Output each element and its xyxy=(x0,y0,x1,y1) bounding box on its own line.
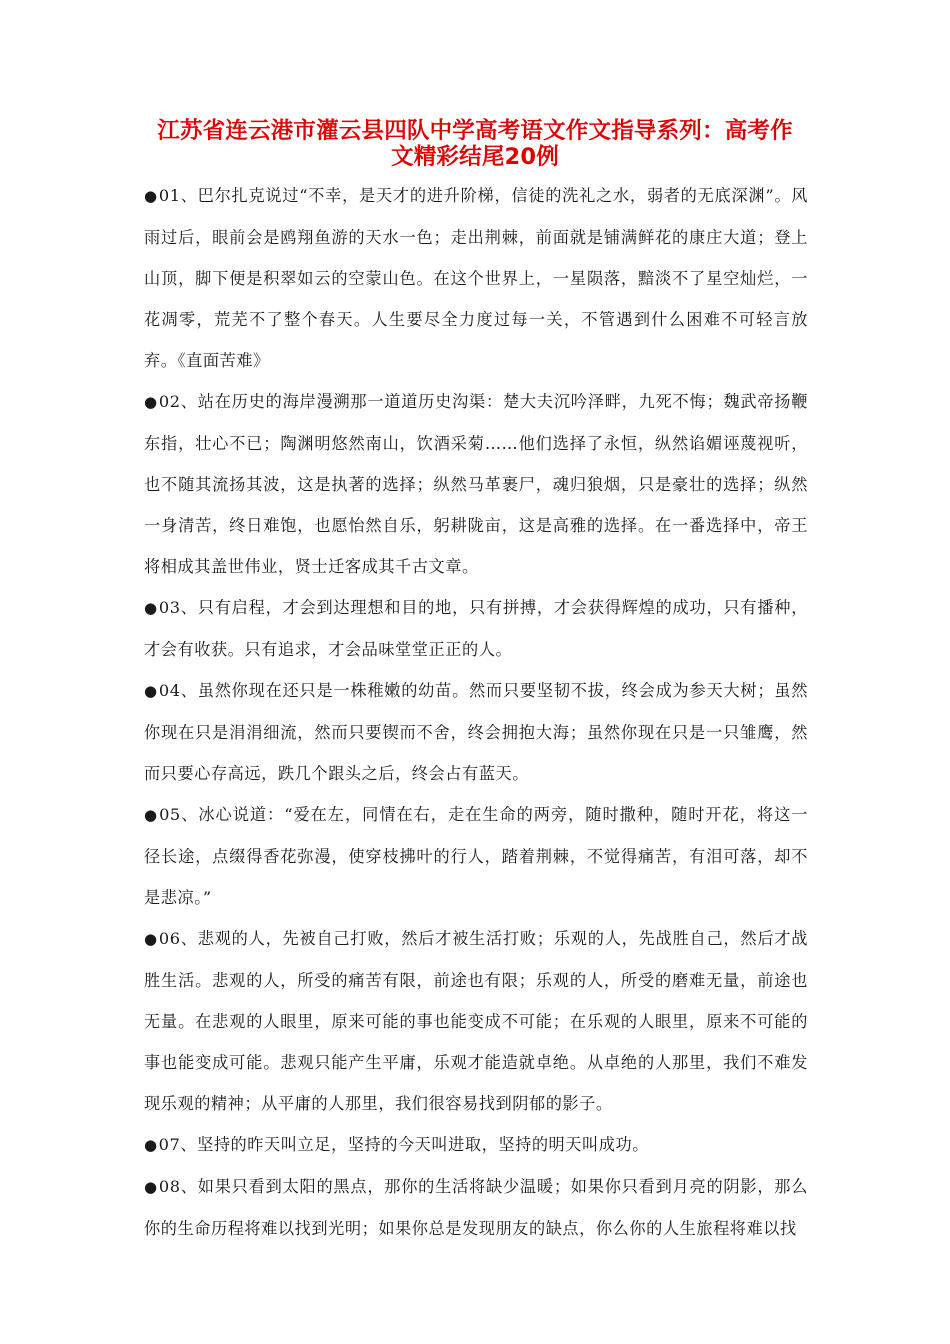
paragraph-text: 03、只有启程，才会到达理想和目的地，只有拼搏，才会获得辉煌的成功，只有播种，才会有收获。只有追求，才会品味堂堂正正的人。 xyxy=(144,598,808,659)
paragraph-02 xyxy=(144,381,808,587)
paragraph-05 xyxy=(144,794,808,918)
paragraph-07 xyxy=(144,1124,808,1166)
document-body xyxy=(144,175,808,1249)
bullet-icon: ● xyxy=(144,806,159,824)
bullet-icon: ● xyxy=(144,930,158,948)
paragraph-text: 04、虽然你现在还只是一株稚嫩的幼苗。然而只要坚韧不拔，终会成为参天大树；虽然你现在只是涓涓细流，然而只要锲而不舍，终会拥抱大海；虽然你现在只是一只雏鹰，然而只要心存高远，跌几个跟头之后，终会占有蓝天。 xyxy=(144,681,808,783)
document-title: 江苏省连云港市灌云县四队中学高考语文作文指导系列：高考作文精彩结尾20例 xyxy=(157,118,793,170)
paragraph-03 xyxy=(144,587,808,670)
bullet-icon: ● xyxy=(144,1178,158,1196)
paragraph-text: 05、冰心说道：“爱在左，同情在右，走在生命的两旁，随时撒种，随时开花，将这一径长途，点缀得香花弥漫，使穿枝拂叶的行人，踏着荆棘，不觉得痛苦，有泪可落，却不是悲凉。” xyxy=(144,805,809,907)
paragraph-01 xyxy=(144,175,808,381)
paragraph-text: 02、站在历史的海岸漫溯那一道道历史沟渠：楚大夫沉吟泽畔，九死不悔；魏武帝扬鞭东指，壮心不已；陶渊明悠然南山，饮酒采菊……他们选择了永恒，纵然谄媚诬蔑视听，也不随其流扬其波，这是执著的选择；纵然马革裹尸，魂归狼烟，只是豪壮的选择；纵然一身清苦，终日难饱，也愿怡然自乐，躬耕陇亩，这是高雅的选择。在一番选择中，帝王将相成其盖世伟业，贤士迁客成其千古文章。 xyxy=(144,392,808,576)
paragraph-06 xyxy=(144,918,808,1124)
paragraph-text: 06、悲观的人，先被自己打败，然后才被生活打败；乐观的人，先战胜自己，然后才战胜生活。悲观的人，所受的痛苦有限，前途也有限；乐观的人，所受的磨难无量，前途也无量。在悲观的人眼里，原来可能的事也能变成不可能；在乐观的人眼里，原来不可能的事也能变成可能。悲观只能产生平庸，乐观才能造就卓绝。从卓绝的人那里，我们不难发现乐观的精神；从平庸的人那里，我们很容易找到阴郁的影子。 xyxy=(144,929,808,1113)
paragraph-text: 08、如果只看到太阳的黑点，那你的生活将缺少温暖；如果你只看到月亮的阴影，那么你的生命历程将难以找到光明；如果你总是发现朋友的缺点，你么你的人生旅程将难以找 xyxy=(144,1177,808,1238)
bullet-icon: ● xyxy=(144,599,158,617)
bullet-icon: ● xyxy=(144,393,158,411)
paragraph-04 xyxy=(144,670,808,794)
paragraph-text: 07、坚持的昨天叫立足，坚持的今天叫进取，坚持的明天叫成功。 xyxy=(158,1135,649,1154)
bullet-icon: ● xyxy=(144,682,158,700)
bullet-icon: ● xyxy=(144,1136,158,1154)
paragraph-text: 01、巴尔扎克说过“不幸，是天才的进升阶梯，信徒的洗礼之水，弱者的无底深渊”。风雨过后，眼前会是鸥翔鱼游的天水一色；走出荆棘，前面就是铺满鲜花的康庄大道；登上山顶，脚下便是积翠如云的空蒙山色。在这个世界上，一星陨落，黯淡不了星空灿烂，一花凋零，荒芜不了整个春天。人生要尽全力度过每一关，不管遇到什么困难不可轻言放弃。《直面苦难》 xyxy=(144,186,809,370)
bullet-icon: ● xyxy=(144,187,158,205)
paragraph-08 xyxy=(144,1166,808,1249)
